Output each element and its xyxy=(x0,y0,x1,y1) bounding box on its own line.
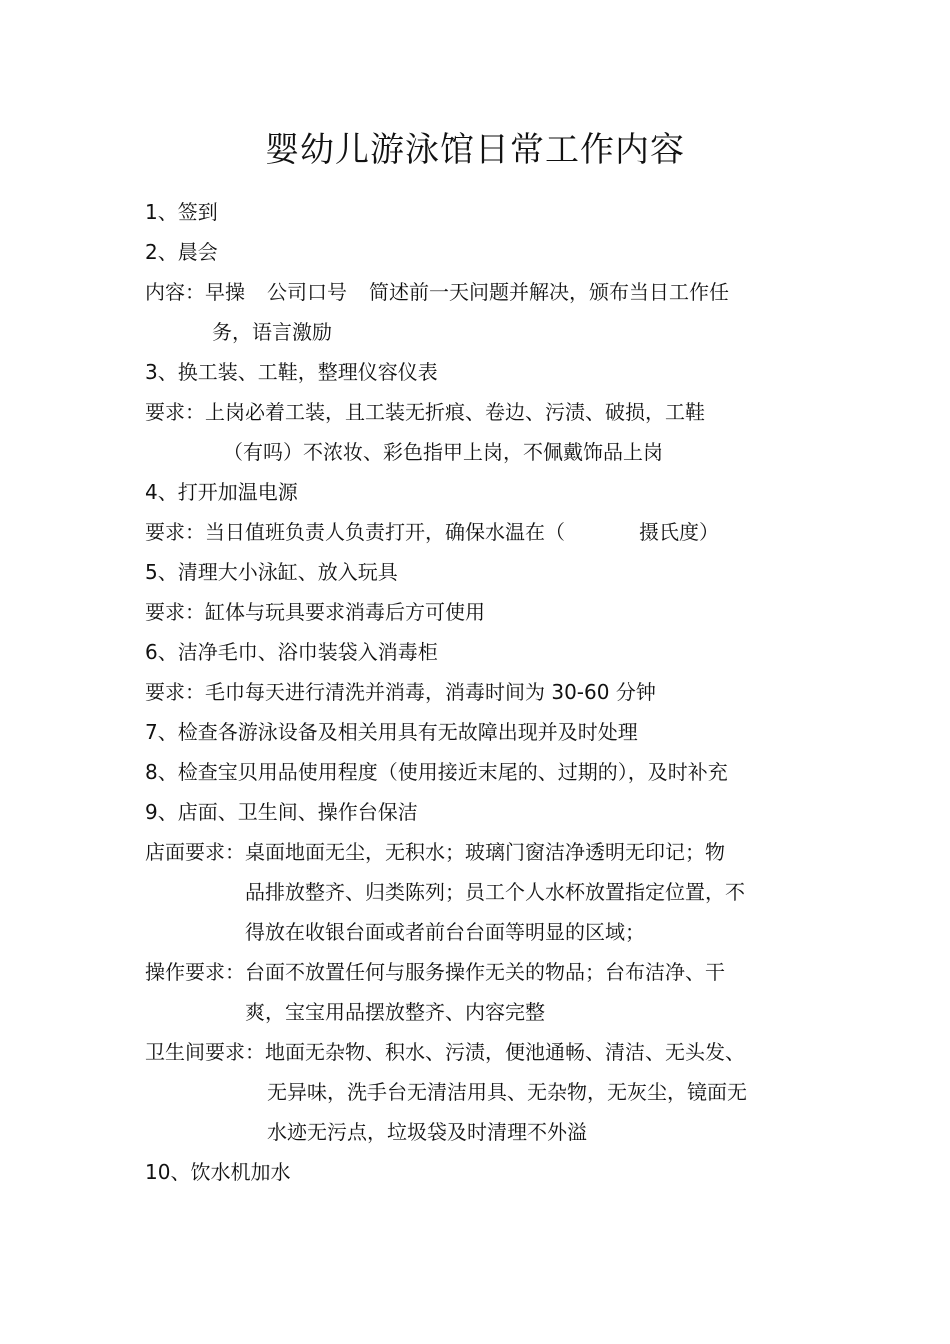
document-title: 婴幼儿游泳馆日常工作内容 xyxy=(265,130,685,170)
restroom-requirement-continuation-1: 无异味，洗手台无清洁用具、无杂物，无灰尘，镜面无 xyxy=(267,1080,747,1104)
heating-requirement xyxy=(145,512,825,552)
restroom-requirement-continuation-2: 水迹无污点，垃圾袋及时清理不外溢 xyxy=(267,1120,587,1144)
storefront-requirement-continuation-2: 得放在收银台面或者前台台面等明显的区域； xyxy=(245,920,645,944)
storefront-requirement-continuation-1: 品排放整齐、归类陈列；员工个人水杯放置指定位置，不 xyxy=(245,880,745,904)
pools-requirement: 要求：缸体与玩具要求消毒后方可使用 xyxy=(145,600,485,624)
towels-requirement: 要求：毛巾每天进行清洗并消毒，消毒时间为 30-60 分钟 xyxy=(145,680,656,704)
item-3-uniform: 3、换工装、工鞋，整理仪容仪表 xyxy=(145,360,438,384)
item-1-sign-in: 1、签到 xyxy=(145,200,218,224)
item-10-water-dispenser: 10、饮水机加水 xyxy=(145,1160,291,1184)
heating-requirement-unit: 摄氏度） xyxy=(639,520,719,544)
meeting-content-text: 简述前一天问题并解决，颁布当日工作任 xyxy=(369,280,729,304)
company-slogan-text: 公司口号 xyxy=(267,280,347,304)
item-4-heating-power: 4、打开加温电源 xyxy=(145,480,298,504)
item-9-cleaning: 9、店面、卫生间、操作台保洁 xyxy=(145,800,418,824)
item-5-pools-toys: 5、清理大小泳缸、放入玩具 xyxy=(145,560,398,584)
item-6-towels: 6、洁净毛巾、浴巾装袋入消毒柜 xyxy=(145,640,438,664)
item-2-morning-meeting: 2、晨会 xyxy=(145,240,218,264)
item-8-baby-supplies: 8、检查宝贝用品使用程度（使用接近末尾的、过期的），及时补充 xyxy=(145,760,728,784)
document-body xyxy=(145,192,825,1192)
item-7-equipment-check: 7、检查各游泳设备及相关用具有无故障出现并及时处理 xyxy=(145,720,638,744)
meeting-content-line xyxy=(145,272,825,312)
uniform-requirement-continuation: （有吗）不浓妆、彩色指甲上岗，不佩戴饰品上岗 xyxy=(223,440,663,464)
uniform-requirement: 要求：上岗必着工装，且工装无折痕、卷边、污渍、破损，工鞋 xyxy=(145,400,705,424)
restroom-requirement: 卫生间要求：地面无杂物、积水、污渍，便池通畅、清洁、无头发、 xyxy=(145,1040,745,1064)
operation-requirement: 操作要求：台面不放置任何与服务操作无关的物品；台布洁净、干 xyxy=(145,960,725,984)
meeting-content-label: 内容：早操 xyxy=(145,280,245,304)
storefront-requirement: 店面要求：桌面地面无尘，无积水；玻璃门窗洁净透明无印记；物 xyxy=(145,840,725,864)
heating-requirement-text: 要求：当日值班负责人负责打开，确保水温在（ xyxy=(145,520,565,544)
operation-requirement-continuation: 爽，宝宝用品摆放整齐、内容完整 xyxy=(245,1000,545,1024)
meeting-content-continuation: 务，语言激励 xyxy=(212,320,332,344)
